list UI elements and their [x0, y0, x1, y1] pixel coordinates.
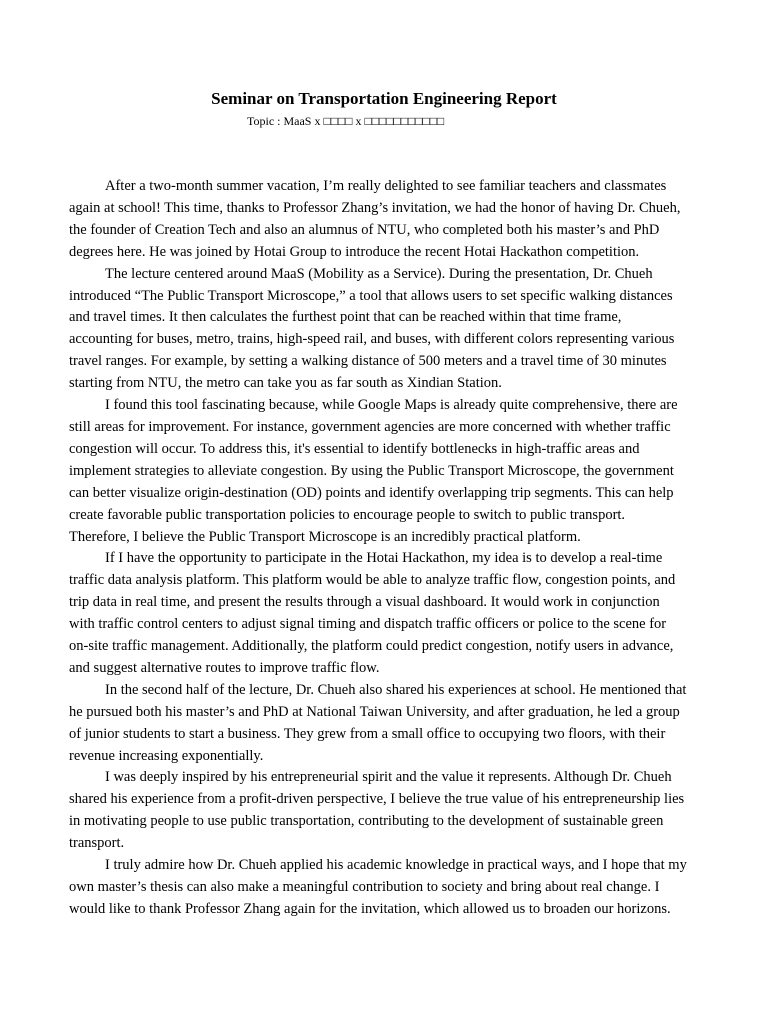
report-body — [69, 176, 687, 921]
report-topic: Topic : MaaS x □□□□ x □□□□□□□□□□□ — [247, 114, 445, 128]
paragraph: I found this tool fascinating because, while Google Maps is already quite comprehensive, there are still areas for improvement. For instance, government agencies are more concerned with whether traffic congestion will occur. To address this, it's essential to identify bottlenecks in high-traffic areas and implement strategies to alleviate congestion. By using the Public Transport Microscope, the government can better visualize origin-destination (OD) points and identify overlapping trip segments. This can help create favorable public transportation policies to encourage people to switch to public transport. Therefore, I believe the Public Transport Microscope is an incredibly practical platform. — [69, 397, 678, 545]
paragraph: In the second half of the lecture, Dr. Chueh also shared his experiences at school. He mentioned that he pursued both his master’s and PhD at National Taiwan University, and after graduation, he led a group of junior students to start a business. They grew from a small office to occupying two floors, with their revenue increasing exponentially. — [69, 681, 687, 764]
report-title: Seminar on Transportation Engineering Report — [211, 89, 557, 108]
paragraph: The lecture centered around MaaS (Mobility as a Service). During the presentation, Dr. Chueh introduced “The Public Transport Microscope,” a tool that allows users to set specific walking distances and travel times. It then calculates the furthest point that can be reached within that time frame, accounting for buses, metro, trains, high-speed rail, and buses, with different colors representing various travel ranges. For example, by setting a walking distance of 500 meters and a travel time of 30 minutes starting from NTU, the metro can take you as far south as Xindian Station. — [69, 265, 675, 392]
paragraph: After a two-month summer vacation, I’m really delighted to see familiar teachers and classmates again at school! This time, thanks to Professor Zhang’s invitation, we had the honor of having Dr. Chueh, the founder of Creation Tech and also an alumnus of NTU, who completed both his master’s and PhD degrees here. He was joined by Hotai Group to introduce the recent Hotai Hackathon competition. — [69, 178, 681, 260]
paragraph: If I have the opportunity to participate in the Hotai Hackathon, my idea is to develop a real-time traffic data analysis platform. This platform would be able to analyze traffic flow, congestion points, and trip data in real time, and present the results through a visual dashboard. It would work in conjunction with traffic control centers to adjust signal timing and dispatch traffic officers or police to the scene for on-site traffic management. Additionally, the platform could predict congestion, notify users in advance, and suggest alternative routes to improve traffic flow. — [69, 550, 676, 676]
paragraph: I was deeply inspired by his entrepreneurial spirit and the value it represents. Although Dr. Chueh shared his experience from a profit-driven perspective, I believe the true value of his entrepreneurship lies in motivating people to use public transportation, contributing to the development of sustainable green transport. — [69, 769, 685, 852]
paragraph: I truly admire how Dr. Chueh applied his academic knowledge in practical ways, and I hope that my own master’s thesis can also make a meaningful contribution to society and bring about real change. I would like to thank Professor Zhang again for the invitation, which allowed us to broaden our horizons. — [69, 857, 687, 917]
